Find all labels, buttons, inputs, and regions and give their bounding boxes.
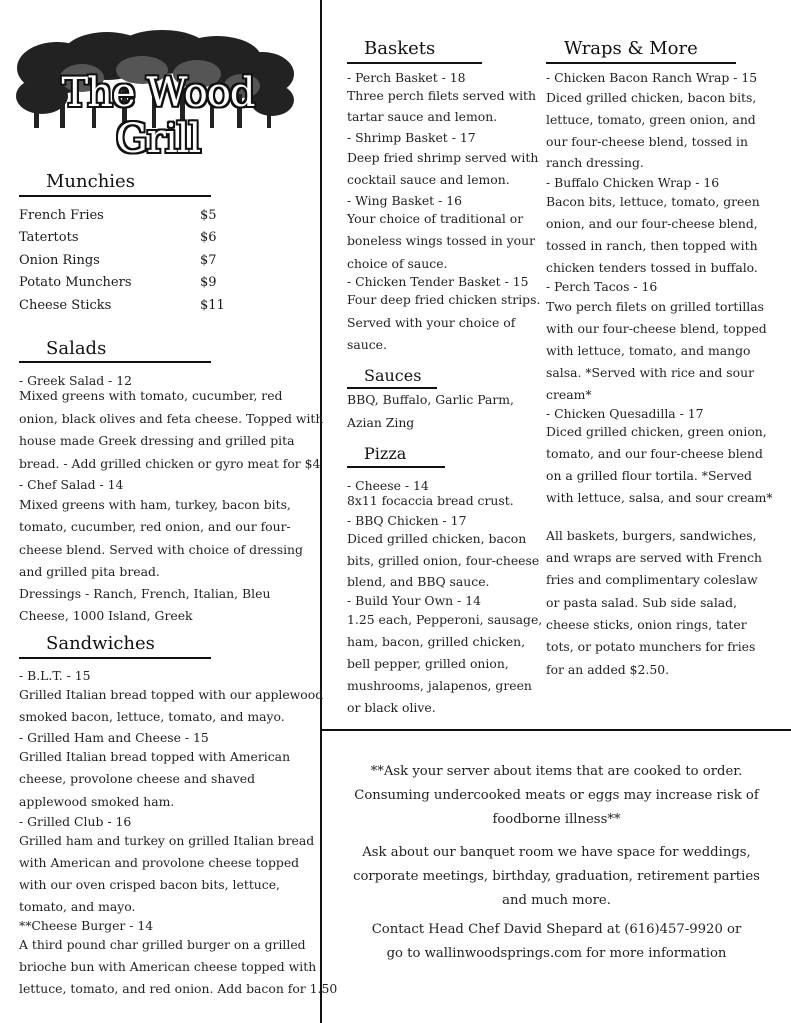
wraps-line: - Chicken Quesadilla - 17 [546, 406, 704, 421]
wraps-line: Diced grilled chicken, bacon bits, [546, 90, 757, 105]
wraps-line: tossed in ranch, then topped with [546, 238, 758, 253]
sides-note-line: or pasta salad. Sub side salad, [546, 595, 738, 610]
munchies-item-price: $6 [200, 230, 217, 245]
baskets-line: - Chicken Tender Basket - 15 [347, 274, 529, 289]
baskets-line: Four deep fried chicken strips. [347, 292, 541, 307]
sandwiches-line: tomato, and mayo. [19, 899, 136, 914]
footer-warning-line: Consuming undercooked meats or eggs may increase risk of [354, 788, 759, 803]
salads-line: - Greek Salad - 12 [19, 373, 133, 388]
sides-note-line: tots, or potato munchers for fries [546, 639, 756, 654]
wraps-line: with lettuce, salsa, and sour cream* [546, 490, 773, 505]
baskets-heading: Baskets [364, 38, 436, 59]
munchies-item-price: $11 [200, 298, 225, 313]
wraps-line: cream* [546, 387, 592, 402]
sandwiches-line: - B.L.T. - 15 [19, 668, 91, 683]
sandwiches-line: with American and provolone cheese topped [19, 855, 300, 870]
wraps-line: - Chicken Bacon Ranch Wrap - 15 [546, 70, 758, 85]
footer-banquet-line: Ask about our banquet room we have space for weddings, [362, 845, 751, 860]
sandwiches-line: Grilled Italian bread topped with American [19, 749, 291, 764]
sandwiches-line: A third pound char grilled burger on a grilled [19, 937, 306, 952]
sauces-line: Azian Zing [347, 415, 415, 430]
wraps-line: onion, and our four-cheese blend, [546, 216, 758, 231]
pizza-line: mushrooms, jalapenos, green [347, 678, 532, 693]
munchies-item-name: French Fries [19, 208, 104, 223]
baskets-line: Your choice of traditional or [347, 211, 524, 226]
sandwiches-line: Grilled ham and turkey on grilled Italian bread [19, 833, 315, 848]
salads-line: tomato, cucumber, red onion, and our four- [19, 519, 291, 534]
wraps-line: Two perch filets on grilled tortillas [546, 299, 765, 314]
sandwiches-line: Grilled Italian bread topped with our applewood [19, 687, 324, 702]
baskets-heading-rule [347, 62, 482, 64]
footer-contact-line: Contact Head Chef David Shepard at (616)457-9920 or [371, 922, 742, 937]
sauces-line: BBQ, Buffalo, Garlic Parm, [347, 392, 514, 407]
salads-line: Mixed greens with tomato, cucumber, red [19, 388, 283, 403]
sides-note-line: and wraps are served with French [546, 550, 763, 565]
wraps-line: Diced grilled chicken, green onion, [546, 424, 767, 439]
salads-line: and grilled pita bread. [19, 564, 160, 579]
wraps-line: on a grilled flour tortila. *Served [546, 468, 752, 483]
wraps-line: with our four-cheese blend, topped [546, 321, 767, 336]
pizza-line: - BBQ Chicken - 17 [347, 513, 467, 528]
baskets-line: choice of sauce. [347, 256, 448, 271]
wraps-line: - Perch Tacos - 16 [546, 279, 658, 294]
sandwiches-line: lettuce, tomato, and red onion. Add bacon for 1.50 [19, 981, 338, 996]
sandwiches-line: cheese, provolone cheese and shaved [19, 771, 256, 786]
baskets-line: boneless wings tossed in your [347, 233, 536, 248]
sides-note-line: fries and complimentary coleslaw [546, 572, 758, 587]
wraps-line: our four-cheese blend, tossed in [546, 134, 748, 149]
pizza-line: blend, and BBQ sauce. [347, 574, 490, 589]
sandwiches-line: - Grilled Ham and Cheese - 15 [19, 730, 209, 745]
wraps-line: chicken tenders tossed in buffalo. [546, 260, 758, 275]
salads-line: - Chef Salad - 14 [19, 477, 124, 492]
sandwiches-heading: Sandwiches [46, 633, 155, 654]
munchies-heading-rule [19, 195, 211, 197]
sides-note-line: cheese sticks, onion rings, tater [546, 617, 747, 632]
salads-line: cheese blend. Served with choice of dressing [19, 542, 303, 557]
sauces-heading: Sauces [364, 366, 422, 385]
footer-warning-line: **Ask your server about items that are cooked to order. [370, 764, 743, 779]
wraps-heading: Wraps & More [564, 38, 698, 59]
sandwiches-line: with our oven crisped bacon bits, lettuce, [19, 877, 280, 892]
pizza-heading: Pizza [364, 444, 407, 463]
munchies-item-name: Onion Rings [19, 253, 100, 268]
wraps-line: Bacon bits, lettuce, tomato, green [546, 194, 760, 209]
salads-line: onion, black olives and feta cheese. Topped with [19, 411, 324, 426]
footer-banquet-line: and much more. [502, 893, 611, 908]
salads-heading: Salads [46, 338, 107, 359]
pizza-line: 1.25 each, Pepperoni, sausage, [347, 612, 543, 627]
sandwiches-line: **Cheese Burger - 14 [19, 918, 154, 933]
wraps-line: salsa. *Served with rice and sour [546, 365, 754, 380]
baskets-line: Deep fried shrimp served with [347, 150, 539, 165]
baskets-line: - Wing Basket - 16 [347, 193, 462, 208]
salads-heading-rule [19, 361, 211, 363]
salads-line: Mixed greens with ham, turkey, bacon bits, [19, 497, 291, 512]
footer-banquet-line: corporate meetings, birthday, graduation, retirement parties [353, 869, 760, 884]
pizza-line: 8x11 focaccia bread crust. [347, 493, 514, 508]
sandwiches-line: smoked bacon, lettuce, tomato, and mayo. [19, 709, 285, 724]
wraps-line: with lettuce, tomato, and mango [546, 343, 751, 358]
pizza-line: Diced grilled chicken, bacon [347, 531, 527, 546]
munchies-item-name: Cheese Sticks [19, 298, 112, 313]
logo-wordmark: The Wood Grill [61, 70, 255, 162]
munchies-heading: Munchies [46, 171, 135, 192]
munchies-item-name: Tatertots [19, 230, 79, 245]
wraps-line: ranch dressing. [546, 155, 644, 170]
wraps-line: lettuce, tomato, green onion, and [546, 112, 756, 127]
pizza-line: bell pepper, grilled onion, [347, 656, 509, 671]
baskets-line: Served with your choice of [347, 315, 516, 330]
footer-divider-horizontal [320, 729, 791, 731]
baskets-line: - Perch Basket - 18 [347, 70, 466, 85]
salads-line: bread. - Add grilled chicken or gyro meat for $4 [19, 456, 321, 471]
sandwiches-line: applewood smoked ham. [19, 794, 175, 809]
pizza-line: - Build Your Own - 14 [347, 593, 481, 608]
munchies-item-name: Potato Munchers [19, 275, 132, 290]
baskets-line: - Shrimp Basket - 17 [347, 130, 476, 145]
logo [12, 28, 297, 162]
wraps-heading-rule [546, 62, 736, 64]
munchies-item-price: $5 [200, 208, 217, 223]
sandwiches-line: - Grilled Club - 16 [19, 814, 132, 829]
sandwiches-line: brioche bun with American cheese topped with [19, 959, 317, 974]
pizza-line: bits, grilled onion, four-cheese [347, 553, 540, 568]
pizza-line: or black olive. [347, 700, 436, 715]
sides-note-line: All baskets, burgers, sandwiches, [546, 528, 757, 543]
footer-contact-line: go to wallinwoodsprings.com for more information [386, 946, 727, 961]
sides-note-line: for an added $2.50. [546, 662, 670, 677]
baskets-line: Three perch filets served with [347, 88, 536, 103]
munchies-item-price: $9 [200, 275, 217, 290]
pizza-heading-rule [347, 466, 445, 468]
baskets-line: sauce. [347, 337, 387, 352]
sandwiches-heading-rule [19, 657, 211, 659]
munchies-item-price: $7 [200, 253, 217, 268]
salads-line: house made Greek dressing and grilled pita [19, 433, 295, 448]
baskets-line: tartar sauce and lemon. [347, 109, 498, 124]
pizza-line: ham, bacon, grilled chicken, [347, 634, 526, 649]
footer-warning-line: foodborne illness** [492, 812, 621, 827]
wraps-line: tomato, and our four-cheese blend [546, 446, 763, 461]
baskets-line: cocktail sauce and lemon. [347, 172, 510, 187]
salads-line: Dressings - Ranch, French, Italian, Bleu [19, 586, 271, 601]
wraps-line: - Buffalo Chicken Wrap - 16 [546, 175, 720, 190]
salads-line: Cheese, 1000 Island, Greek [19, 608, 193, 623]
pizza-line: - Cheese - 14 [347, 478, 429, 493]
